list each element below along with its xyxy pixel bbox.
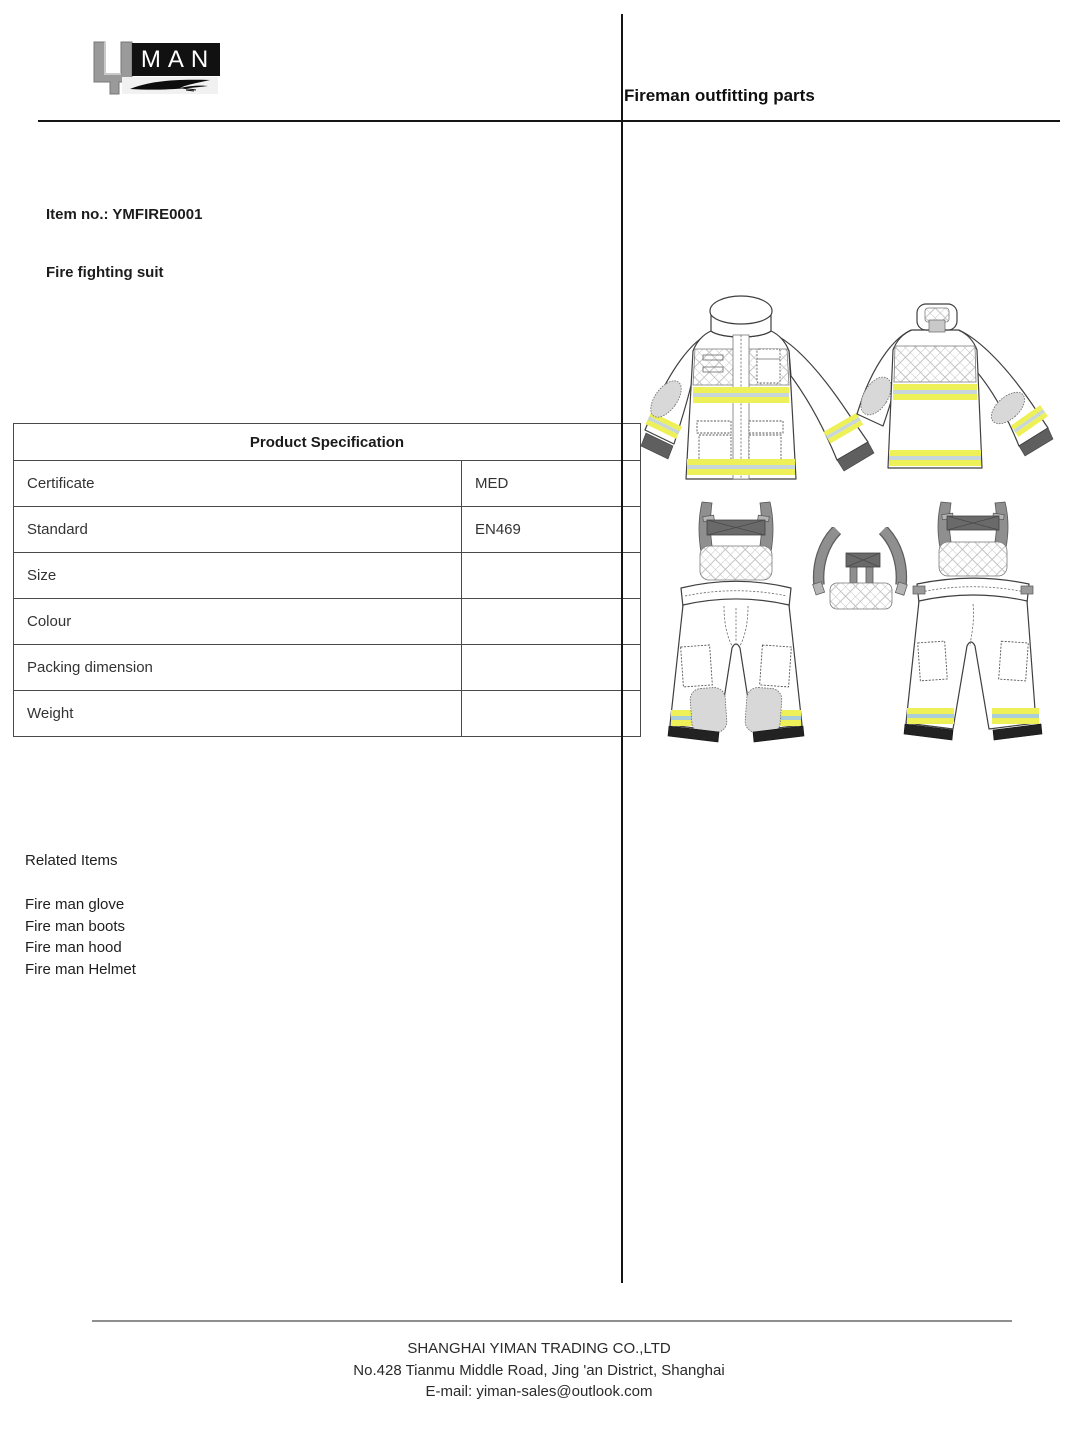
footer [0,1338,1078,1403]
swoosh-icon [122,77,218,94]
spec-row-packing-dimension [14,645,641,691]
trousers-front-drawing [666,500,806,745]
spec-row-weight [14,691,641,737]
related-item: Fire man hood [25,939,122,956]
jacket-front-drawing [640,293,890,493]
footer-address: No.428 Tianmu Middle Road, Jing 'an District, Shanghai [353,1361,725,1379]
related-item: Fire man Helmet [25,960,136,978]
logo-swoosh-icon [122,77,218,94]
item-number-label: Item no.: [46,206,109,223]
spec-row-standard [14,507,641,553]
trousers-back-drawing [903,500,1043,745]
spec-value [462,553,641,599]
related-item: Fire man boots [25,917,126,935]
spec-label: Certificate [14,461,462,507]
item-number [46,206,202,223]
logo-man-text: MAN [132,43,220,76]
spec-label: Standard [14,507,462,553]
spec-label: Weight [14,691,462,737]
page-title: Fireman outfitting parts [624,86,815,105]
page-divider-line [621,14,623,1283]
spec-row-colour [14,599,641,645]
product-name: Fire fighting suit [46,264,164,281]
spec-row-size [14,553,641,599]
spec-value [462,599,641,645]
suspenders-detail-drawing [806,527,914,612]
footer-company: SHANGHAI YIMAN TRADING CO.,LTD [407,1340,671,1357]
spec-value: EN469 [462,507,641,553]
spec-row-certificate [14,461,641,507]
footer-email: E-mail: yiman-sales@outlook.com [425,1383,653,1400]
header-rule [38,120,1060,122]
spec-label: Colour [14,599,462,645]
spec-label: Packing dimension [14,645,462,691]
spec-value: MED [462,461,641,507]
related-items-title: Related Items [25,852,118,869]
item-number-value: YMFIRE0001 [112,206,203,223]
spec-value [462,691,641,737]
jacket-back-drawing [856,298,1066,483]
spec-table [13,423,641,737]
company-logo [92,40,224,96]
spec-value [462,645,641,691]
spec-label: Size [14,553,462,599]
spec-table-title: Product Specification [14,424,641,461]
spec-table-header-row [14,424,641,461]
related-item: Fire man glove [25,896,125,913]
related-items-list [25,894,136,980]
footer-rule [92,1320,1012,1322]
